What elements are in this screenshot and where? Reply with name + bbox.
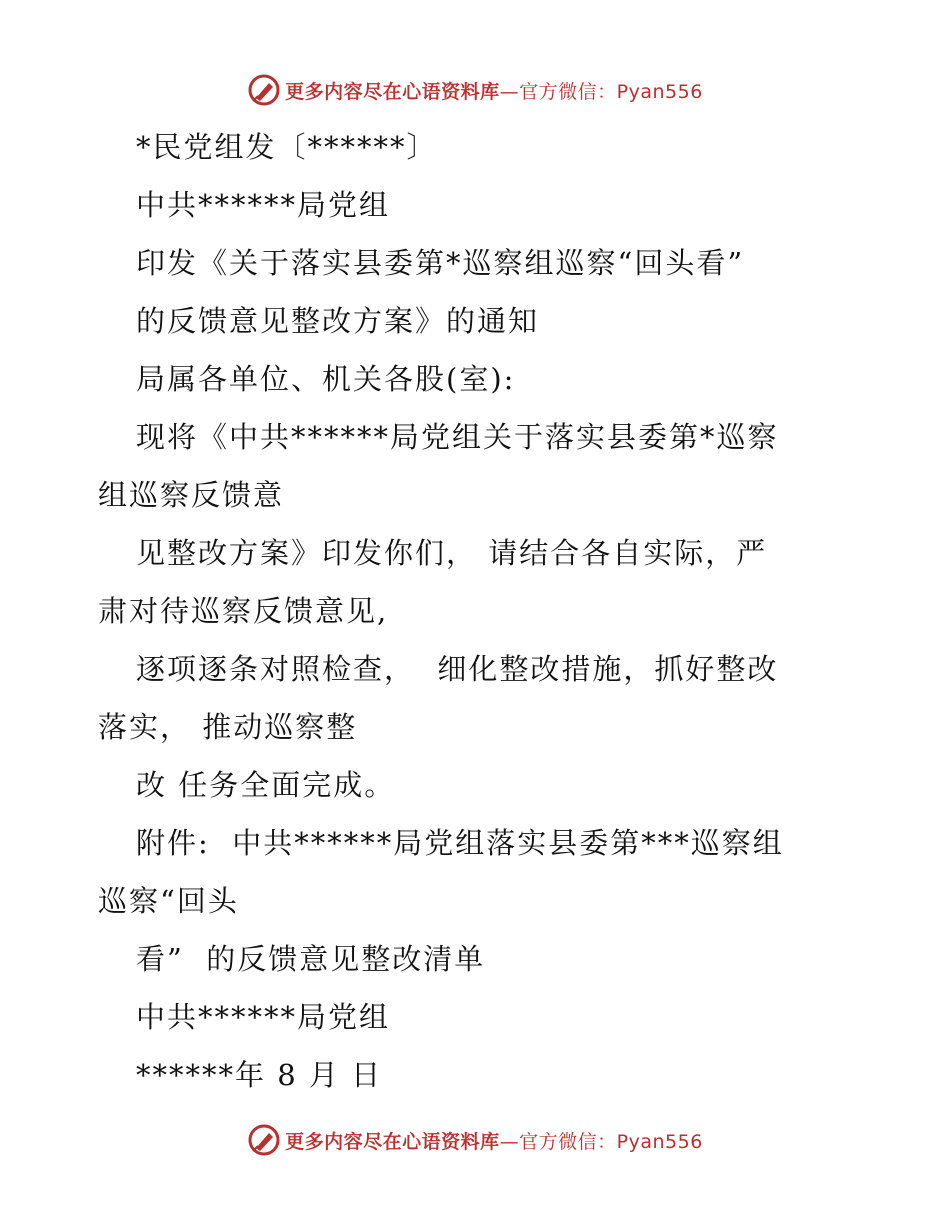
- document-line: 看” 的反馈意见整改清单: [136, 942, 486, 976]
- watermark-header: [0, 70, 950, 110]
- watermark-footer: [0, 1120, 950, 1160]
- document-line: 改 任务全面完成。: [136, 768, 396, 802]
- document-line: ******年 8 月 日: [136, 1058, 383, 1092]
- pen-nib-logo-icon: [247, 73, 281, 107]
- document-line: *民党组发〔******〕: [136, 130, 438, 164]
- watermark-text: 更多内容尽在心语资料库—官方微信：Pyan556: [285, 1130, 703, 1153]
- document-line: 中共******局党组: [136, 1000, 391, 1034]
- document-line: 肃对待巡察反馈意见,: [98, 594, 389, 628]
- watermark-text: 更多内容尽在心语资料库—官方微信：Pyan556: [285, 80, 703, 103]
- document-line: 中共******局党组: [136, 188, 391, 222]
- document-line: 组巡察反馈意: [98, 478, 285, 512]
- document-line: 局属各单位、机关各股(室):: [136, 362, 516, 396]
- document-line: 附件: 中共******局党组落实县委第***巡察组: [136, 826, 784, 860]
- document-line: 巡察“回头: [98, 884, 239, 918]
- document-line: 现将《中共******局党组关于落实县委第*巡察: [136, 420, 779, 454]
- document-line: 印发《关于落实县委第*巡察组巡察“回头看”: [136, 246, 745, 280]
- pen-nib-logo-icon: [247, 1123, 281, 1157]
- document-body: [98, 118, 858, 1104]
- document-line: 的反馈意见整改方案》的通知: [136, 304, 540, 338]
- document-line: 见整改方案》印发你们， 请结合各自实际，严: [136, 536, 768, 570]
- document-line: 逐项逐条对照检查， 细化整改措施，抓好整改: [136, 652, 779, 686]
- document-line: 落实， 推动巡察整: [98, 710, 358, 744]
